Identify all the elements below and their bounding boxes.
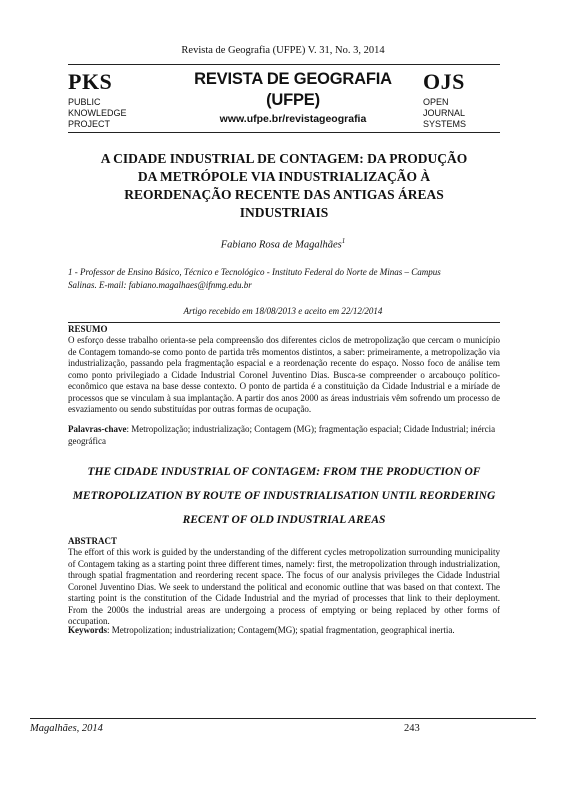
affiliation-line: 1 - Professor de Ensino Básico, Técnico e Tecnológico - Instituto Federal do Norte de Minas – Campus [68,267,441,277]
ojs-logo: OJS [423,69,465,94]
title-line: INDUSTRIAIS [239,205,329,220]
keywords-en-label: Keywords [68,625,107,635]
abstract-text: The effort of this work is guided by the understanding of the different cycles metropolization surrounding municipality of Contagem taking as a starting point three different times, namely: first, the metropolization through industrialization, through spatial fragmentation and reordering recent space. The focus of our analysis privileges the Cidade Industrial Coronel Juventino Dias. We seek to understand the political and economic outline that was based on that context. The starting point is the constitution of the Cidade Industrial and the myriad of processes that link to their deployment. From the 2000s the industrial areas are undergoing a process of emptying or being replaced by other forms of occupation. [68,547,500,626]
masthead-title: REVISTA DE GEOGRAFIA [194,70,392,88]
keywords-pt [68,424,500,447]
keywords-pt-text: : Metropolização; industrialização; Contagem (MG); fragmentação espacial; Cidade Industrial; inércia geográfica [68,424,496,446]
journal-header: Revista de Geografia (UFPE) V. 31, No. 3, 2014 [181,45,385,56]
masthead-title-sub: (UFPE) [266,91,320,109]
pks-sub-line: PUBLIC [68,97,101,107]
header-bottom-rule [68,132,500,133]
ojs-sub-line: SYSTEMS [423,119,467,129]
title-line: REORDENAÇÃO RECENTE DAS ANTIGAS ÁREAS [124,187,444,202]
author-footnote-mark: 1 [341,237,346,245]
ojs-sub-line: JOURNAL [423,108,466,118]
pks-sub-line: KNOWLEDGE [68,108,127,118]
keywords-en [68,625,500,637]
footer-rule [30,718,536,719]
header-top-rule [68,64,500,65]
pks-subtitle [68,97,127,130]
affiliation [68,266,500,292]
journal-masthead [170,69,416,126]
author [0,237,566,251]
author-name: Fabiano Rosa de Magalhães [220,239,342,251]
title-en-line: RECENT OF OLD INDUSTRIAL AREAS [182,514,386,526]
affiliation-line: Salinas. E-mail: fabiano.magalhaes@ifnmg.edu.br [68,280,252,290]
keywords-pt-label: Palavras-chave [68,424,127,434]
resumo-text: O esforço desse trabalho orienta-se pela compreensão dos diferentes ciclos de metropolização que cercam o município de Contagem tomando-se como ponto de partida três momentos distintos, a saber: primeiramente, a metropolização via industrialização, passando pela fragmentação espacial e a reordenação recente do espaço. Nosso foco de análise tem como ponto privilegiado a Cidade Industrial Coronel Juventino Dias. Busca-se compreender o arcabouço político-econômico que estava na base desse contexto. O ponto de partida é a constituição da Cidade Industrial e a miríade de processos que se vinculam à sua implantação. A partir dos anos 2000 as áreas industriais vêm sofrendo um processo de esvaziamento ou sendo substituídas por outras formas de ocupação. [68,335,500,414]
resumo-heading: RESUMO [68,324,108,334]
received-date: Artigo recebido em 18/08/2013 e aceito em 22/12/2014 [183,306,383,316]
title-line: A CIDADE INDUSTRIAL DE CONTAGEM: DA PRODUÇÃO [100,151,468,166]
abstract-heading: ABSTRACT [68,536,118,546]
pks-logo: PKS [68,69,113,94]
ojs-sub-line: OPEN [423,97,449,107]
title-line: DA METRÓPOLE VIA INDUSTRIALIZAÇÃO À [137,169,431,184]
pks-sub-line: PROJECT [68,119,111,129]
page-number: 243 [404,723,420,734]
keywords-en-text: : Metropolization; industrialization; Contagem(MG); spatial fragmentation, geographical inertia. [107,625,455,635]
paper-title-pt [68,150,500,222]
footer-citation: Magalhães, 2014 [30,723,103,734]
resumo-top-rule [68,322,500,323]
title-en-line: THE CIDADE INDUSTRIAL OF CONTAGEM: FROM THE PRODUCTION OF [87,466,481,478]
paper-title-en [68,460,500,532]
masthead-url: www.ufpe.br/revistageografia [219,113,367,125]
ojs-subtitle [423,97,466,130]
title-en-line: METROPOLIZATION BY ROUTE OF INDUSTRIALISATION UNTIL REORDERING [72,490,496,502]
